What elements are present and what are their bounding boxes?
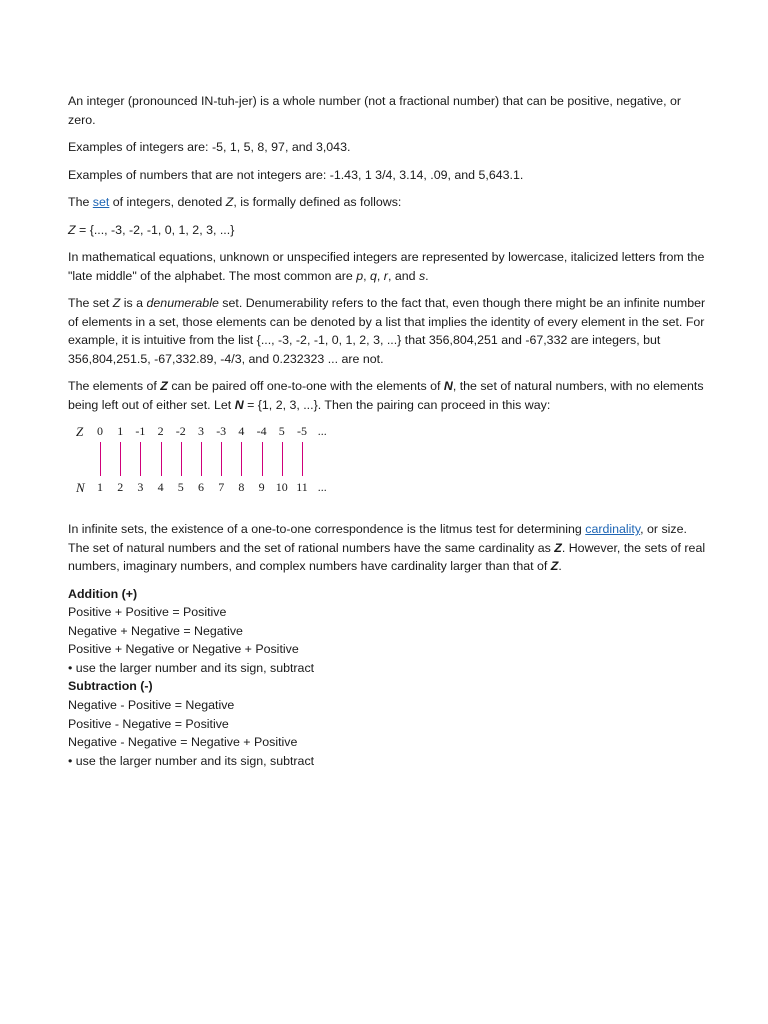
text: , or size. The set of natural numbers and the set of rational numbers have the same cardinality as	[68, 522, 687, 555]
cardinality-link[interactable]: cardinality	[585, 522, 641, 536]
var-q: q	[370, 268, 377, 283]
pairing-line	[181, 442, 182, 476]
z-row-label: Z	[76, 424, 84, 439]
formula-text: = {..., -3, -2, -1, 0, 1, 2, 3, ...}	[75, 222, 235, 237]
paragraph-definition: An integer (pronounced IN-tuh-jer) is a whole number (not a fractional number) that can be positive, negative, or zero.	[68, 94, 681, 127]
rule-line: Negative + Negative = Negative	[68, 623, 243, 638]
pairing-diagram	[68, 424, 708, 502]
text: The set	[68, 296, 113, 310]
z-symbol: Z	[68, 222, 76, 237]
pairing-line	[120, 442, 121, 476]
rule-line: • use the larger number and its sign, subtract	[68, 753, 315, 768]
n-symbol: N	[234, 397, 244, 412]
var-p: p	[356, 268, 364, 283]
pairing-line	[302, 442, 303, 476]
text: can be paired off one-to-one with the elements of	[167, 379, 444, 393]
z-value: 2	[157, 424, 164, 438]
z-symbol: Z	[225, 195, 234, 209]
paragraph-examples: Examples of integers are: -5, 1, 5, 8, 97, and 3,043.	[68, 140, 351, 154]
text: In mathematical equations, unknown or unspecified integers are represented by lowercase, italicized letters from the "late middle" of the alphabet. The most common are	[68, 250, 705, 283]
rule-line: • use the larger number and its sign, subtract	[68, 660, 315, 675]
rule-line: Positive + Negative or Negative + Positive	[68, 642, 299, 657]
n-value: ...	[317, 480, 327, 494]
z-symbol: Z	[112, 296, 121, 310]
z-value: 0	[97, 424, 103, 438]
z-value: 5	[278, 424, 285, 438]
text: of integers, denoted	[109, 195, 226, 209]
n-value: 3	[137, 480, 144, 494]
subtraction-heading: Subtraction (-)	[68, 679, 153, 694]
paragraph-pairing	[68, 377, 708, 414]
pairing-line	[201, 442, 202, 476]
z-value: -1	[135, 424, 146, 438]
text: In infinite sets, the existence of a one-to-one correspondence is the litmus test for determining	[68, 522, 586, 536]
paragraph-non-examples: Examples of numbers that are not integers are: -1.43, 1 3/4, 3.14, .09, and 5,643.1.	[68, 167, 524, 182]
z-symbol: Z	[554, 540, 562, 555]
addition-heading: Addition (+)	[68, 586, 138, 601]
n-value: 5	[177, 480, 184, 494]
n-value: 7	[218, 480, 225, 494]
z-value: -2	[175, 424, 186, 438]
operation-rules	[68, 585, 708, 771]
text: ,	[363, 268, 370, 283]
z-value: 4	[238, 424, 245, 438]
z-value: -5	[297, 424, 307, 438]
pairing-line	[282, 442, 283, 476]
text: . However, the sets of real numbers, imaginary numbers, and complex numbers have cardinality larger than that of	[68, 540, 706, 573]
denumerable-term: denumerable	[146, 296, 219, 310]
text: ,	[376, 268, 384, 283]
text: is a	[120, 296, 147, 310]
text: The	[68, 195, 93, 209]
z-symbol: Z	[160, 379, 168, 393]
text: The elements of	[68, 379, 161, 393]
text: .	[558, 559, 562, 573]
set-link[interactable]: set	[92, 195, 110, 209]
n-value: 1	[97, 480, 103, 494]
n-value: 11	[296, 480, 308, 494]
n-value: 2	[117, 480, 124, 494]
rule-line: Negative - Positive = Negative	[68, 698, 235, 713]
text: = {1, 2, 3, ...}. Then the pairing can proceed in this way:	[243, 397, 551, 412]
z-value: 3	[198, 424, 204, 438]
paragraph-variables	[68, 248, 708, 285]
z-symbol: Z	[550, 559, 559, 573]
n-value: 6	[198, 480, 204, 494]
z-value: -3	[216, 424, 227, 438]
n-value: 10	[275, 480, 288, 494]
var-s: s	[418, 268, 426, 283]
z-value: 1	[117, 424, 124, 438]
paragraph-set-definition	[68, 193, 708, 212]
pairing-line	[262, 442, 263, 476]
text: .	[425, 268, 429, 283]
set-formula	[68, 221, 708, 240]
paragraph-cardinality	[68, 520, 708, 576]
pairing-line	[100, 442, 101, 476]
text: , is formally defined as follows:	[233, 195, 402, 209]
n-value: 4	[157, 480, 164, 494]
pairing-line	[221, 442, 222, 476]
paragraph-denumerable	[68, 294, 708, 368]
text: , and	[387, 268, 419, 283]
pairing-line	[241, 442, 242, 476]
z-value: ...	[317, 424, 327, 438]
rule-line: Positive - Negative = Positive	[68, 716, 229, 731]
z-value: -4	[256, 424, 267, 438]
pairing-line	[161, 442, 162, 476]
n-symbol: N	[443, 379, 453, 393]
rule-line: Negative - Negative = Negative + Positive	[68, 735, 298, 750]
n-row-label: N	[76, 480, 85, 495]
n-value: 8	[238, 480, 245, 494]
rule-line: Positive + Positive = Positive	[68, 605, 227, 620]
text: set. Denumerability refers to the fact that, even though there might be an infinite number of elements in a set, those elements can be denoted by a list that implies the identity of every element in the set. For example, it is intuitive from the list {..., -3, -2, -1, 0, 1, 2, 3, ...} that 356,804,251 and -67,332 are integers, but 356,804,251.5, -67,332.89, -4/3, and 0.232323 ... are not.	[68, 296, 706, 366]
text: , the set of natural numbers, with no elements being left out of either set. Let	[68, 379, 704, 412]
document-body	[68, 92, 708, 770]
n-value: 9	[258, 480, 265, 494]
var-r: r	[383, 268, 388, 283]
pairing-line	[140, 442, 141, 476]
